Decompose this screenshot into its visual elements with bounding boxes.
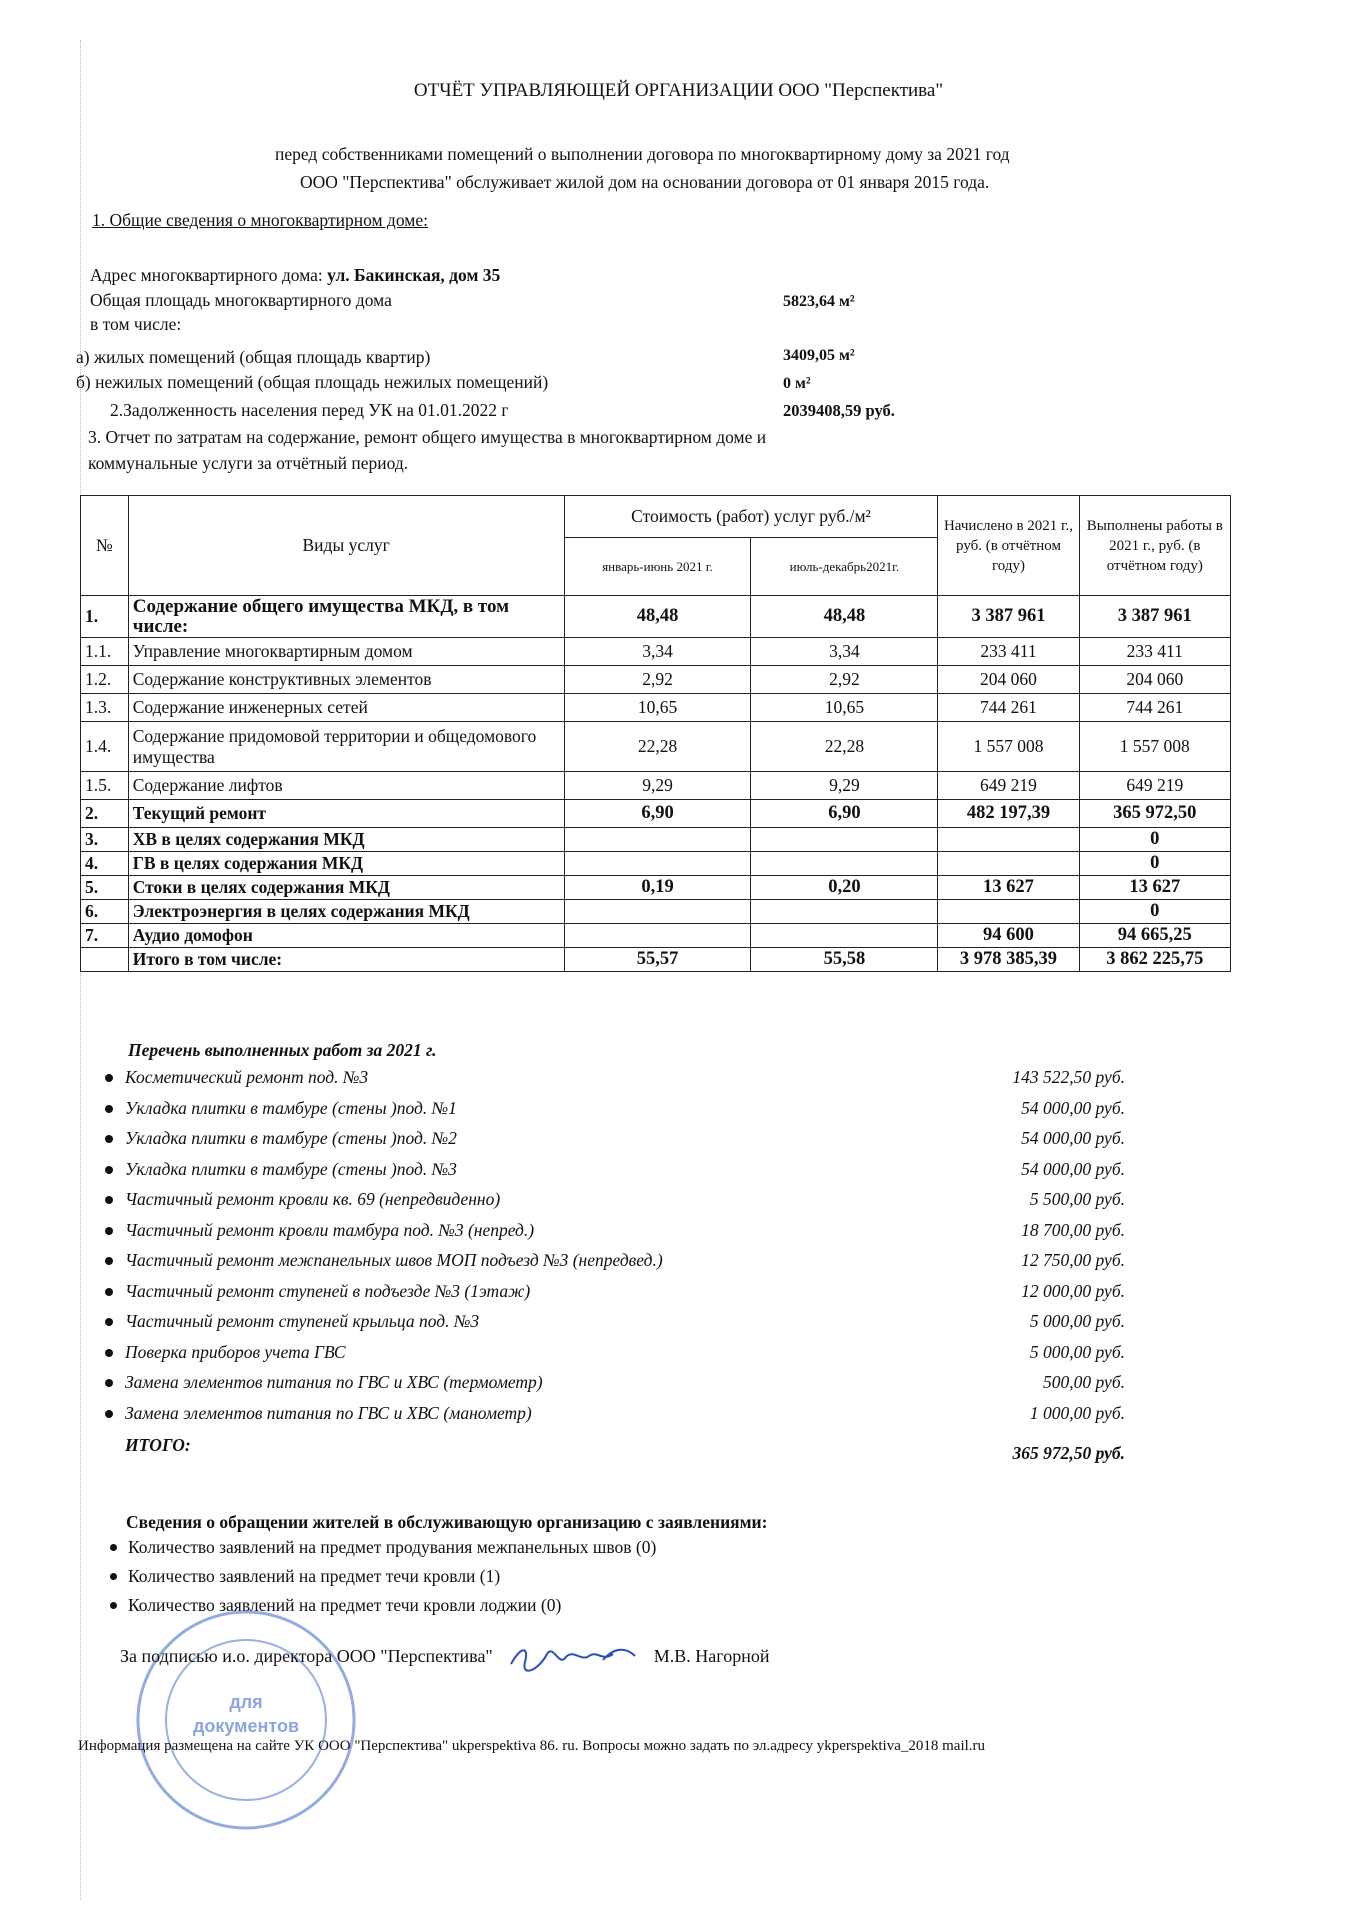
- report-intro-line-1: 3. Отчет по затратам на содержание, ремонт общего имущества в многоквартирном доме и: [88, 427, 767, 447]
- work-item: [105, 1311, 1125, 1342]
- cost-h2: [751, 852, 938, 876]
- table-row: [81, 772, 1231, 800]
- costs-table-body: [81, 596, 1231, 972]
- done-amount: 3 387 961: [1079, 596, 1230, 638]
- appeal-text: Количество заявлений на предмет течи кровли лоджии (0): [128, 1595, 562, 1615]
- charged-amount: [938, 828, 1079, 852]
- done-amount: 649 219: [1079, 772, 1230, 800]
- table-row: [81, 948, 1231, 972]
- charged-amount: 744 261: [938, 694, 1079, 722]
- report-intro-line-2: коммунальные услуги за отчётный период.: [88, 453, 409, 473]
- done-amount: 3 862 225,75: [1079, 948, 1230, 972]
- service-name: ГВ в целях содержания МКД: [128, 852, 564, 876]
- bullet-icon: [105, 1257, 113, 1265]
- section-general-title: 1. Общие сведения о многоквартирном доме:: [92, 210, 428, 230]
- bullet-icon: [105, 1196, 113, 1204]
- cost-h2: 22,28: [751, 722, 938, 772]
- work-amount: 5 000,00 руб.: [1029, 1311, 1125, 1331]
- living-area-label: а) жилых помещений (общая площадь квартир): [76, 347, 431, 367]
- service-name: Содержание инженерных сетей: [128, 694, 564, 722]
- debt-value: 2039408,59 руб.: [783, 401, 895, 420]
- charged-amount: 233 411: [938, 638, 1079, 666]
- work-item: [105, 1342, 1125, 1373]
- work-item: [105, 1281, 1125, 1312]
- bullet-icon: [105, 1135, 113, 1143]
- report-subtitle-2: ООО "Перспектива" обслуживает жилой дом на основании договора от 01 января 2015 года.: [300, 172, 990, 192]
- row-number: 1.1.: [81, 638, 129, 666]
- charged-amount: [938, 900, 1079, 924]
- row-number: 1.5.: [81, 772, 129, 800]
- address-label: Адрес многоквартирного дома:: [90, 265, 323, 285]
- cost-h1: [564, 828, 751, 852]
- bullet-icon: [105, 1074, 113, 1082]
- work-name: Частичный ремонт кровли кв. 69 (непредвиденно): [125, 1189, 501, 1209]
- works-title: Перечень выполненных работ за 2021 г.: [128, 1040, 437, 1060]
- cost-h2: 2,92: [751, 666, 938, 694]
- charged-amount: 204 060: [938, 666, 1079, 694]
- cost-h1: 9,29: [564, 772, 751, 800]
- col-header-h1: январь-июнь 2021 г.: [564, 538, 751, 596]
- work-name: Укладка плитки в тамбуре (стены )под. №2: [125, 1128, 457, 1148]
- col-header-h2: июль-декабрь2021г.: [751, 538, 938, 596]
- appeal-item: [110, 1566, 767, 1595]
- appeal-text: Количество заявлений на предмет течи кровли (1): [128, 1566, 501, 1586]
- table-row: [81, 924, 1231, 948]
- address-row: [90, 265, 500, 286]
- work-amount: 54 000,00 руб.: [1021, 1097, 1125, 1118]
- table-row: [81, 694, 1231, 722]
- table-row: [81, 876, 1231, 900]
- cost-h1: [564, 852, 751, 876]
- bullet-icon: [105, 1105, 113, 1113]
- work-amount: 5 500,00 руб.: [1029, 1189, 1125, 1209]
- work-name: Замена элементов питания по ГВС и ХВС (термометр): [125, 1372, 543, 1392]
- done-amount: 1 557 008: [1079, 722, 1230, 772]
- service-name: Содержание общего имущества МКД, в том числе:: [128, 596, 564, 638]
- works-total-row: [105, 1435, 1125, 1469]
- work-amount: 500,00 руб.: [1043, 1372, 1125, 1392]
- company-stamp: [116, 1600, 376, 1840]
- charged-amount: 3 387 961: [938, 596, 1079, 638]
- cost-h2: 3,34: [751, 638, 938, 666]
- nonliving-area-value: 0 м²: [783, 375, 811, 392]
- work-name: Замена элементов питания по ГВС и ХВС (манометр): [125, 1402, 532, 1423]
- cost-h2: 48,48: [751, 596, 938, 638]
- work-item: [105, 1067, 1125, 1098]
- including-label: в том числе:: [90, 314, 182, 334]
- done-amount: 0: [1079, 852, 1230, 876]
- bullet-icon: [105, 1379, 113, 1387]
- row-number: 5.: [81, 876, 129, 900]
- col-header-charged: Начислено в 2021 г., руб. (в отчётном году): [938, 496, 1079, 596]
- bullet-icon: [110, 1573, 117, 1580]
- signature-text: За подписью и.о. директора ООО "Перспектива": [120, 1646, 493, 1667]
- work-amount: 54 000,00 руб.: [1021, 1158, 1125, 1179]
- work-name: Укладка плитки в тамбуре (стены )под. №3: [125, 1158, 457, 1179]
- done-amount: 204 060: [1079, 666, 1230, 694]
- service-name: ХВ в целях содержания МКД: [128, 828, 564, 852]
- row-number: 3.: [81, 828, 129, 852]
- cost-h1: 55,57: [564, 948, 751, 972]
- address-value: ул. Бакинская, дом 35: [327, 265, 501, 285]
- charged-amount: 482 197,39: [938, 800, 1079, 828]
- work-name: Частичный ремонт ступеней в подъезде №3 (1этаж): [125, 1280, 531, 1301]
- table-row: [81, 852, 1231, 876]
- table-row: [81, 638, 1231, 666]
- work-amount: 12 000,00 руб.: [1021, 1280, 1125, 1301]
- work-item: [105, 1372, 1125, 1403]
- charged-amount: 13 627: [938, 876, 1079, 900]
- area-label: Общая площадь многоквартирного дома: [90, 290, 392, 310]
- col-header-num: №: [81, 496, 129, 596]
- service-name: Содержание лифтов: [128, 772, 564, 800]
- signature-mark: [503, 1640, 643, 1676]
- table-row: [81, 722, 1231, 772]
- charged-amount: 649 219: [938, 772, 1079, 800]
- row-number: 1.4.: [81, 722, 129, 772]
- cost-h2: 9,29: [751, 772, 938, 800]
- work-name: Частичный ремонт межпанельных швов МОП подъезд №3 (непредвед.): [125, 1250, 663, 1270]
- work-item: [105, 1128, 1125, 1159]
- work-item: [105, 1098, 1125, 1129]
- done-amount: 0: [1079, 828, 1230, 852]
- cost-h1: 22,28: [564, 722, 751, 772]
- charged-amount: 3 978 385,39: [938, 948, 1079, 972]
- report-title: ОТЧЁТ УПРАВЛЯЮЩЕЙ ОРГАНИЗАЦИИ ООО "Перспектива": [413, 80, 944, 101]
- cost-h1: 6,90: [564, 800, 751, 828]
- bullet-icon: [105, 1410, 113, 1418]
- row-number: 2.: [81, 800, 129, 828]
- done-amount: 13 627: [1079, 876, 1230, 900]
- work-amount: 18 700,00 руб.: [1021, 1219, 1125, 1240]
- work-name: Частичный ремонт кровли тамбура под. №3 (непред.): [125, 1219, 535, 1240]
- works-total-label: ИТОГО:: [125, 1435, 191, 1455]
- cost-h2: [751, 924, 938, 948]
- cost-h2: 10,65: [751, 694, 938, 722]
- cost-h1: 48,48: [564, 596, 751, 638]
- works-items: [105, 1067, 1125, 1433]
- col-header-type: Виды услуг: [128, 496, 564, 596]
- col-header-done: Выполнены работы в 2021 г., руб. (в отчётном году): [1079, 496, 1230, 596]
- works-list: [105, 1040, 1125, 1469]
- cost-h2: [751, 900, 938, 924]
- stamp-word-1: для: [229, 1692, 263, 1712]
- done-amount: 0: [1079, 900, 1230, 924]
- stamp-word-2: документов: [192, 1716, 300, 1736]
- cost-h1: 0,19: [564, 876, 751, 900]
- charged-amount: 1 557 008: [938, 722, 1079, 772]
- work-item: [105, 1159, 1125, 1190]
- living-area-value: 3409,05 м²: [783, 347, 855, 364]
- bullet-icon: [105, 1288, 113, 1296]
- done-amount: 365 972,50: [1079, 800, 1230, 828]
- cost-h1: 3,34: [564, 638, 751, 666]
- service-name: Текущий ремонт: [128, 800, 564, 828]
- work-amount: 1 000,00 руб.: [1029, 1402, 1125, 1423]
- table-row: [81, 666, 1231, 694]
- service-name: Аудио домофон: [128, 924, 564, 948]
- row-number: 7.: [81, 924, 129, 948]
- table-row: [81, 900, 1231, 924]
- nonliving-area-label: б) нежилых помещений (общая площадь нежилых помещений): [76, 372, 549, 392]
- service-name: Электроэнергия в целях содержания МКД: [128, 900, 564, 924]
- bullet-icon: [105, 1318, 113, 1326]
- debt-label: 2.Задолженность населения перед УК на 01.01.2022 г: [110, 400, 509, 420]
- work-item: [105, 1250, 1125, 1281]
- appeal-text: Количество заявлений на предмет продувания межпанельных швов (0): [128, 1537, 657, 1557]
- work-item: [105, 1220, 1125, 1251]
- work-amount: 54 000,00 руб.: [1021, 1128, 1125, 1148]
- table-row: [81, 800, 1231, 828]
- cost-h2: 6,90: [751, 800, 938, 828]
- cost-h1: [564, 924, 751, 948]
- bullet-icon: [105, 1227, 113, 1235]
- report-subtitle-1: перед собственниками помещений о выполнении договора по многоквартирному дому за 2021 год: [275, 144, 1010, 164]
- done-amount: 94 665,25: [1079, 924, 1230, 948]
- work-item: [105, 1403, 1125, 1434]
- work-name: Частичный ремонт ступеней крыльца под. №3: [125, 1311, 480, 1331]
- service-name: Содержание придомовой территории и общедомового имущества: [128, 722, 564, 772]
- work-amount: 5 000,00 руб.: [1029, 1341, 1125, 1362]
- service-name: Содержание конструктивных элементов: [128, 666, 564, 694]
- bullet-icon: [105, 1166, 113, 1174]
- cost-h2: 0,20: [751, 876, 938, 900]
- work-amount: 12 750,00 руб.: [1021, 1250, 1125, 1270]
- appeals-title: Сведения о обращении жителей в обслуживающую организацию с заявлениями:: [126, 1512, 768, 1532]
- table-row: [81, 828, 1231, 852]
- row-number: 4.: [81, 852, 129, 876]
- row-number: 1.2.: [81, 666, 129, 694]
- appeal-item: [110, 1537, 767, 1566]
- done-amount: 744 261: [1079, 694, 1230, 722]
- charged-amount: 94 600: [938, 924, 1079, 948]
- cost-h2: [751, 828, 938, 852]
- row-number: 6.: [81, 900, 129, 924]
- done-amount: 233 411: [1079, 638, 1230, 666]
- cost-h1: 2,92: [564, 666, 751, 694]
- cost-h2: 55,58: [751, 948, 938, 972]
- service-name: Стоки в целях содержания МКД: [128, 876, 564, 900]
- works-total-amount: 365 972,50 руб.: [1012, 1443, 1125, 1463]
- col-header-cost: Стоимость (работ) услуг руб./м²: [564, 496, 938, 538]
- area-value: 5823,64 м²: [783, 293, 855, 310]
- cost-h1: [564, 900, 751, 924]
- work-name: Поверка приборов учета ГВС: [125, 1341, 346, 1362]
- table-row: [81, 596, 1231, 638]
- bullet-icon: [105, 1349, 113, 1357]
- charged-amount: [938, 852, 1079, 876]
- bullet-icon: [110, 1544, 117, 1551]
- signer-name: М.В. Нагорной: [653, 1646, 770, 1667]
- row-number: 1.3.: [81, 694, 129, 722]
- costs-table: [80, 495, 1231, 972]
- footer-info: Информация размещена на сайте УК ООО "Перспектива" ukperspektiva 86. ru. Вопросы можно задать по эл.адресу ykperspektiva_2018 mail.ru: [78, 1738, 986, 1754]
- signature-row: [120, 1640, 769, 1676]
- work-item: [105, 1189, 1125, 1220]
- work-name: Укладка плитки в тамбуре (стены )под. №1: [125, 1097, 457, 1118]
- work-name: Косметический ремонт под. №3: [125, 1067, 369, 1087]
- row-number: 1.: [81, 596, 129, 638]
- service-name: Управление многоквартирным домом: [128, 638, 564, 666]
- work-amount: 143 522,50 руб.: [1012, 1067, 1125, 1087]
- service-name: Итого в том числе:: [128, 948, 564, 972]
- row-number: [81, 948, 129, 972]
- cost-h1: 10,65: [564, 694, 751, 722]
